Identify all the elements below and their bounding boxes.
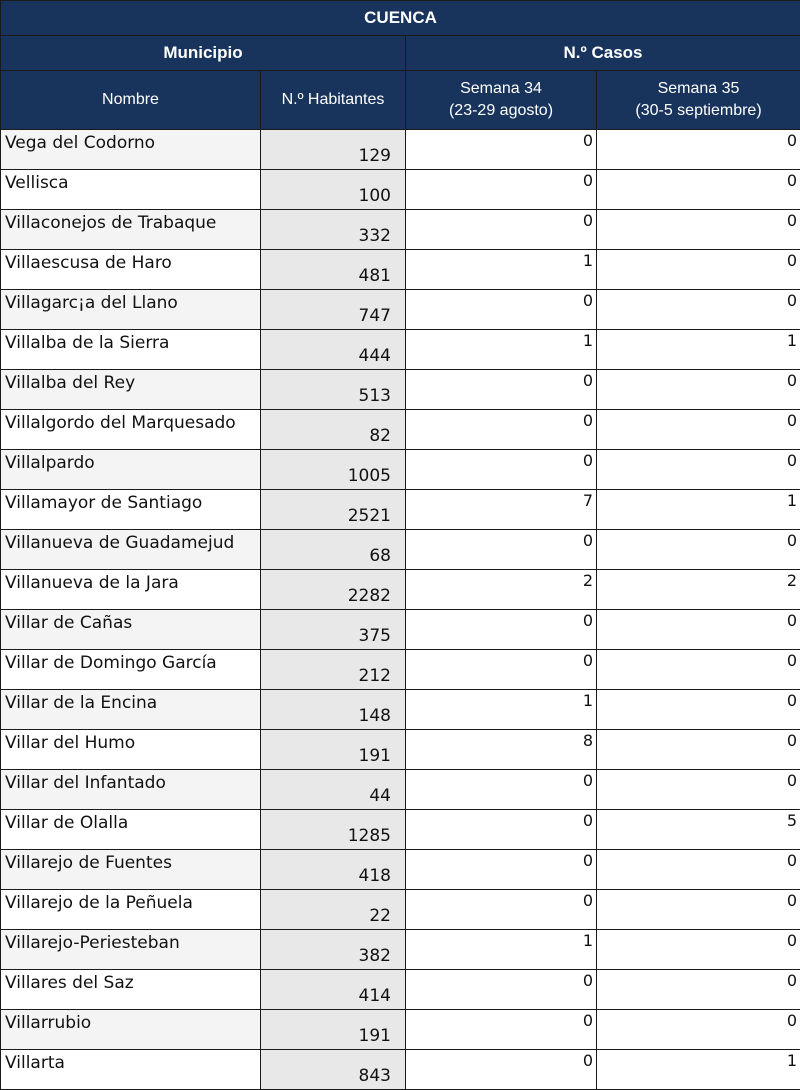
- habitantes-cell: 212: [261, 650, 406, 690]
- table-row: [1, 210, 800, 250]
- table-row: [1, 730, 800, 770]
- habitantes-cell: 191: [261, 1010, 406, 1050]
- municipio-name-cell: Villanueva de Guadamejud: [1, 530, 261, 570]
- table-row: [1, 450, 800, 490]
- table-row: [1, 1050, 800, 1090]
- municipio-name-cell: Villar de Domingo García: [1, 650, 261, 690]
- municipio-name-cell: Villar de la Encina: [1, 690, 261, 730]
- week35-cases-cell: 0: [597, 130, 800, 170]
- table-row: [1, 490, 800, 530]
- municipio-name-cell: Villar de Olalla: [1, 810, 261, 850]
- habitantes-cell: 481: [261, 250, 406, 290]
- week34-cases-cell: 0: [406, 290, 597, 330]
- habitantes-cell: 375: [261, 610, 406, 650]
- municipio-name-cell: Villarejo-Periesteban: [1, 930, 261, 970]
- municipio-name-cell: Villanueva de la Jara: [1, 570, 261, 610]
- habitantes-cell: 414: [261, 970, 406, 1010]
- week35-label: Semana 35: [597, 78, 800, 100]
- table-row: [1, 130, 800, 170]
- week34-cases-cell: 1: [406, 690, 597, 730]
- habitantes-cell: 513: [261, 370, 406, 410]
- week35-cases-cell: 0: [597, 930, 800, 970]
- habitantes-cell: 129: [261, 130, 406, 170]
- habitantes-cell: 2521: [261, 490, 406, 530]
- municipio-name-cell: Villagarc¡a del Llano: [1, 290, 261, 330]
- municipio-name-cell: Villar de Cañas: [1, 610, 261, 650]
- week34-cases-cell: 0: [406, 450, 597, 490]
- table-row: [1, 250, 800, 290]
- municipio-name-cell: Villares del Saz: [1, 970, 261, 1010]
- week35-cases-cell: 0: [597, 850, 800, 890]
- week35-cases-cell: 0: [597, 370, 800, 410]
- municipio-name-cell: Villarejo de la Peñuela: [1, 890, 261, 930]
- week34-cases-cell: 2: [406, 570, 597, 610]
- municipio-name-cell: Villaescusa de Haro: [1, 250, 261, 290]
- column-header-habitantes: N.º Habitantes: [261, 71, 406, 130]
- table-row: [1, 410, 800, 450]
- week34-cases-cell: 0: [406, 410, 597, 450]
- table-row: [1, 530, 800, 570]
- week34-cases-cell: 0: [406, 130, 597, 170]
- habitantes-cell: 191: [261, 730, 406, 770]
- week35-cases-cell: 1: [597, 330, 800, 370]
- municipio-name-cell: Vellisca: [1, 170, 261, 210]
- municipio-name-cell: Villalba de la Sierra: [1, 330, 261, 370]
- week35-cases-cell: 0: [597, 530, 800, 570]
- week35-cases-cell: 0: [597, 290, 800, 330]
- table-row: [1, 890, 800, 930]
- week34-cases-cell: 1: [406, 330, 597, 370]
- column-header-week35: [597, 71, 800, 130]
- table-row: [1, 370, 800, 410]
- week34-cases-cell: 0: [406, 970, 597, 1010]
- week35-cases-cell: 5: [597, 810, 800, 850]
- week35-cases-cell: 0: [597, 650, 800, 690]
- week34-cases-cell: 0: [406, 650, 597, 690]
- week34-range: (23-29 agosto): [406, 100, 596, 122]
- week34-cases-cell: 0: [406, 1050, 597, 1090]
- week34-cases-cell: 1: [406, 930, 597, 970]
- habitantes-cell: 2282: [261, 570, 406, 610]
- week35-range: (30-5 septiembre): [597, 100, 800, 122]
- municipio-name-cell: Villar del Humo: [1, 730, 261, 770]
- column-header-week34: [406, 71, 597, 130]
- table-row: [1, 170, 800, 210]
- week34-cases-cell: 7: [406, 490, 597, 530]
- column-header-nombre: Nombre: [1, 71, 261, 130]
- week34-cases-cell: 0: [406, 610, 597, 650]
- habitantes-cell: 148: [261, 690, 406, 730]
- week34-cases-cell: 0: [406, 170, 597, 210]
- habitantes-cell: 332: [261, 210, 406, 250]
- week34-cases-cell: 0: [406, 1010, 597, 1050]
- habitantes-cell: 1005: [261, 450, 406, 490]
- table-row: [1, 330, 800, 370]
- week34-cases-cell: 1: [406, 250, 597, 290]
- habitantes-cell: 747: [261, 290, 406, 330]
- municipio-name-cell: Villaconejos de Trabaque: [1, 210, 261, 250]
- table-title: CUENCA: [1, 1, 800, 36]
- week34-cases-cell: 0: [406, 530, 597, 570]
- week34-cases-cell: 8: [406, 730, 597, 770]
- week35-cases-cell: 2: [597, 570, 800, 610]
- table-row: [1, 970, 800, 1010]
- table-row: [1, 650, 800, 690]
- week35-cases-cell: 0: [597, 450, 800, 490]
- table-row: [1, 930, 800, 970]
- habitantes-cell: 843: [261, 1050, 406, 1090]
- week35-cases-cell: 1: [597, 490, 800, 530]
- habitantes-cell: 1285: [261, 810, 406, 850]
- table-row: [1, 570, 800, 610]
- week34-cases-cell: 0: [406, 890, 597, 930]
- week35-cases-cell: 0: [597, 690, 800, 730]
- week35-cases-cell: 0: [597, 890, 800, 930]
- week35-cases-cell: 1: [597, 1050, 800, 1090]
- week34-cases-cell: 0: [406, 370, 597, 410]
- table-row: [1, 770, 800, 810]
- municipio-name-cell: Villamayor de Santiago: [1, 490, 261, 530]
- habitantes-cell: 82: [261, 410, 406, 450]
- table-row: [1, 690, 800, 730]
- week34-cases-cell: 0: [406, 810, 597, 850]
- habitantes-cell: 100: [261, 170, 406, 210]
- week34-cases-cell: 0: [406, 770, 597, 810]
- habitantes-cell: 418: [261, 850, 406, 890]
- municipio-name-cell: Villarrubio: [1, 1010, 261, 1050]
- week35-cases-cell: 0: [597, 610, 800, 650]
- table-row: [1, 850, 800, 890]
- table-row: [1, 610, 800, 650]
- week34-cases-cell: 0: [406, 850, 597, 890]
- week35-cases-cell: 0: [597, 970, 800, 1010]
- habitantes-cell: 44: [261, 770, 406, 810]
- municipio-name-cell: Villar del Infantado: [1, 770, 261, 810]
- table-row: [1, 290, 800, 330]
- habitantes-cell: 382: [261, 930, 406, 970]
- municipio-name-cell: Villalba del Rey: [1, 370, 261, 410]
- week35-cases-cell: 0: [597, 770, 800, 810]
- municipio-name-cell: Villalgordo del Marquesado: [1, 410, 261, 450]
- habitantes-cell: 22: [261, 890, 406, 930]
- table-row: [1, 1010, 800, 1050]
- municipio-name-cell: Vega del Codorno: [1, 130, 261, 170]
- habitantes-cell: 68: [261, 530, 406, 570]
- table-header: [1, 1, 800, 130]
- municipio-name-cell: Villarta: [1, 1050, 261, 1090]
- week35-cases-cell: 0: [597, 730, 800, 770]
- table-row: [1, 810, 800, 850]
- week35-cases-cell: 0: [597, 170, 800, 210]
- week35-cases-cell: 0: [597, 410, 800, 450]
- group-header-municipio: Municipio: [1, 36, 406, 71]
- municipio-name-cell: Villalpardo: [1, 450, 261, 490]
- week35-cases-cell: 0: [597, 250, 800, 290]
- group-header-casos: N.º Casos: [406, 36, 800, 71]
- week35-cases-cell: 0: [597, 210, 800, 250]
- week35-cases-cell: 0: [597, 1010, 800, 1050]
- table-body: [1, 130, 800, 1090]
- week34-cases-cell: 0: [406, 210, 597, 250]
- habitantes-cell: 444: [261, 330, 406, 370]
- week34-label: Semana 34: [406, 78, 596, 100]
- municipio-name-cell: Villarejo de Fuentes: [1, 850, 261, 890]
